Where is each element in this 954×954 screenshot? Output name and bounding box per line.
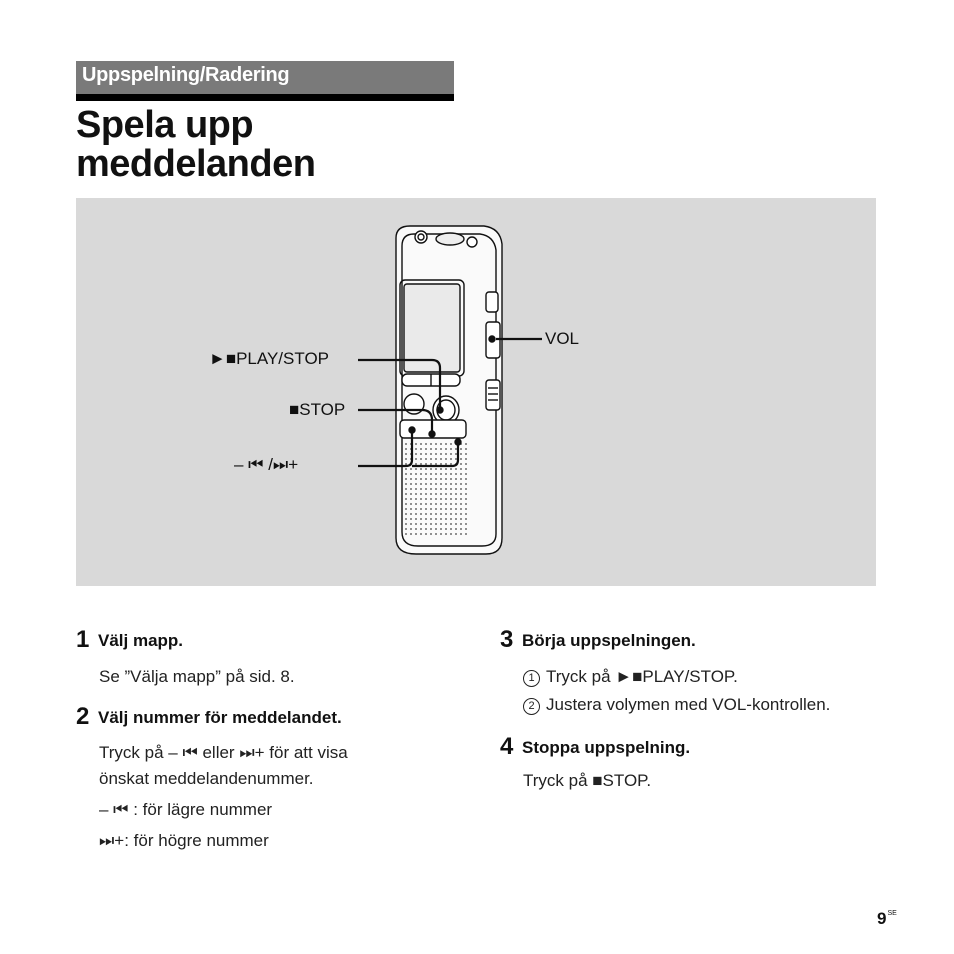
section-rule xyxy=(76,94,454,101)
step-1-text: Se ”Välja mapp” på sid. 8. xyxy=(99,667,295,686)
device-illustration xyxy=(76,198,876,586)
step-2-higher-note: ⏭+: för högre nummer xyxy=(99,831,269,850)
page-number-suffix: SE xyxy=(887,910,897,917)
step-number: 4 xyxy=(500,733,514,760)
section-title: Uppspelning/Radering xyxy=(82,64,290,86)
stop-callout: ■STOP xyxy=(289,400,346,419)
substep-text: Justera volymen med VOL-kontrollen. xyxy=(546,695,831,714)
step-heading: Välj mapp. xyxy=(98,631,184,650)
play-stop-callout: ►■PLAY/STOP xyxy=(209,349,330,368)
step-heading: Välj nummer för meddelandet. xyxy=(98,708,342,727)
page-number xyxy=(877,909,897,929)
step-2-text-line1: Tryck på – ⏮ eller ⏭+ för att visa xyxy=(99,743,348,762)
substep-marker: 1 xyxy=(523,670,540,687)
page-title xyxy=(76,106,315,184)
step-4-text: Tryck på ■STOP. xyxy=(523,771,652,790)
section-header xyxy=(76,61,454,94)
step-number: 1 xyxy=(76,626,90,653)
step-3-substep-1 xyxy=(523,664,738,690)
step-number: 2 xyxy=(76,703,90,730)
skip-callout: – ⏮ /⏭+ xyxy=(234,455,299,474)
step-heading: Börja uppspelningen. xyxy=(522,631,696,650)
step-2-text-line2: önskat meddelandenummer. xyxy=(99,769,314,788)
step-number: 3 xyxy=(500,626,514,653)
step-2-lower-note: – ⏮ : för lägre nummer xyxy=(99,800,273,819)
voice-recorder-drawing xyxy=(76,198,876,586)
page-number-value: 9 xyxy=(877,909,887,928)
substep-text: Tryck på ►■PLAY/STOP. xyxy=(546,667,738,686)
vol-callout: VOL xyxy=(545,329,580,348)
step-heading: Stoppa uppspelning. xyxy=(522,738,691,757)
step-3-substep-2 xyxy=(523,692,830,718)
substep-marker: 2 xyxy=(523,698,540,715)
page-title-line1: Spela upp xyxy=(76,104,254,146)
page-title-line2: meddelanden xyxy=(76,143,316,185)
